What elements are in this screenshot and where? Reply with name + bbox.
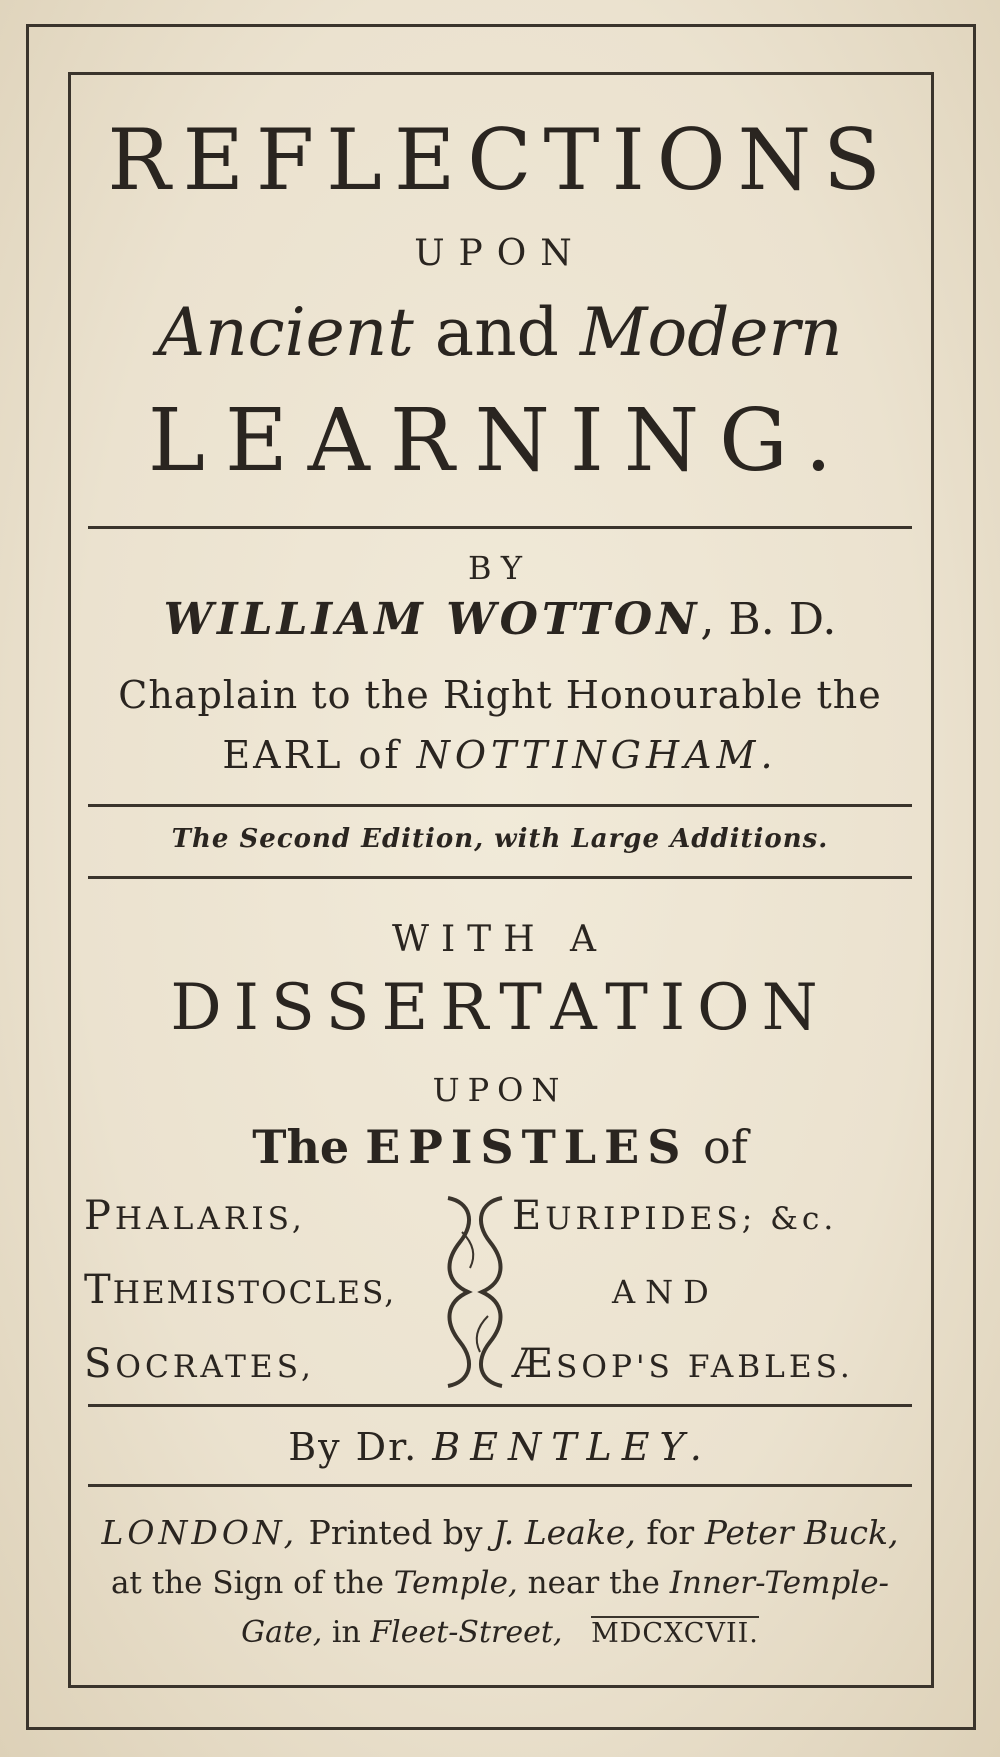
earl-of: EARL of bbox=[222, 733, 417, 777]
imprint-line3 bbox=[0, 1615, 1000, 1650]
epistles-the: The bbox=[252, 1120, 366, 1174]
epistles-line bbox=[0, 1120, 1000, 1174]
cap-t: T bbox=[84, 1267, 113, 1313]
with-a: WITH A bbox=[391, 919, 609, 960]
title-learning: LEARNING. bbox=[147, 391, 853, 491]
rule-3 bbox=[88, 876, 912, 879]
by-label: BY bbox=[467, 549, 533, 587]
rule-5 bbox=[88, 1484, 912, 1487]
imprint-fleet-street: Fleet-Street, bbox=[370, 1615, 563, 1650]
title-upon: UPON bbox=[414, 233, 586, 274]
imprint-london: LONDON, bbox=[101, 1513, 299, 1552]
left-name-phalaris bbox=[84, 1193, 306, 1239]
by-dr: By Dr. bbox=[288, 1425, 433, 1469]
title-ancient-modern bbox=[0, 294, 1000, 371]
epistles-of: of bbox=[688, 1120, 748, 1174]
and-word: AND bbox=[612, 1273, 719, 1311]
imprint-near-the: near the bbox=[517, 1565, 670, 1601]
cap-e: E bbox=[512, 1193, 546, 1239]
author-line bbox=[0, 594, 1000, 645]
bentley-name: BENTLEY. bbox=[432, 1425, 712, 1469]
edition-note: The Second Edition, with Large Additions. bbox=[171, 824, 829, 854]
rest-socrates: OCRATES, bbox=[115, 1349, 315, 1385]
imprint-temple: Temple, bbox=[393, 1565, 518, 1601]
imprint-peter-buck: Peter Buck, bbox=[704, 1513, 899, 1552]
left-name-themistocles bbox=[84, 1267, 397, 1313]
author-role-line2 bbox=[0, 733, 1000, 777]
cap-s: S bbox=[84, 1341, 116, 1387]
dissertation-upon: UPON bbox=[432, 1071, 568, 1109]
cap-p: P bbox=[84, 1193, 115, 1239]
title-and: and bbox=[434, 294, 559, 371]
imprint-in: in bbox=[322, 1615, 371, 1650]
imprint-sign-of: at the Sign of the bbox=[110, 1565, 394, 1601]
author-name: WILLIAM WOTTON bbox=[163, 594, 701, 645]
cap-ae: Æ bbox=[512, 1341, 557, 1387]
title-ancient: Ancient bbox=[157, 294, 414, 371]
imprint-inner-temple: Inner-Temple- bbox=[669, 1565, 890, 1601]
imprint-leake: J. Leake, bbox=[493, 1513, 636, 1552]
rest-themistocles: HEMISTOCLES, bbox=[112, 1275, 397, 1311]
imprint-line1 bbox=[0, 1513, 1000, 1552]
left-name-socrates bbox=[84, 1341, 315, 1387]
author-degree: , B. D. bbox=[700, 594, 837, 645]
imprint-date: MDCXCVII. bbox=[591, 1618, 759, 1649]
by-bentley bbox=[0, 1425, 1000, 1469]
right-name-aesop bbox=[512, 1341, 854, 1387]
author-role-line1: Chaplain to the Right Honourable the bbox=[118, 673, 882, 717]
rest-euripides: URIPIDES; &c. bbox=[545, 1201, 838, 1237]
right-name-euripides bbox=[512, 1193, 838, 1239]
imprint-printed-by: Printed by bbox=[298, 1513, 494, 1552]
title-modern: Modern bbox=[579, 294, 843, 371]
right-and bbox=[612, 1273, 719, 1311]
epistles-word: EPISTLES bbox=[365, 1120, 689, 1174]
rest-aesop: SOP'S FABLES. bbox=[556, 1349, 854, 1385]
nottingham: NOTTINGHAM. bbox=[416, 733, 778, 777]
imprint-gate: Gate, bbox=[241, 1615, 323, 1650]
dissertation-heading: DISSERTATION bbox=[170, 971, 830, 1045]
rest-phalaris: HALARIS, bbox=[114, 1201, 306, 1237]
rule-4 bbox=[88, 1404, 912, 1407]
brace-ornament-icon bbox=[440, 1192, 510, 1392]
title-reflections: REFLECTIONS bbox=[107, 111, 893, 209]
imprint-line2 bbox=[0, 1565, 1000, 1601]
imprint-for: for bbox=[635, 1513, 705, 1552]
rule-2 bbox=[88, 804, 912, 807]
rule-1 bbox=[88, 526, 912, 529]
